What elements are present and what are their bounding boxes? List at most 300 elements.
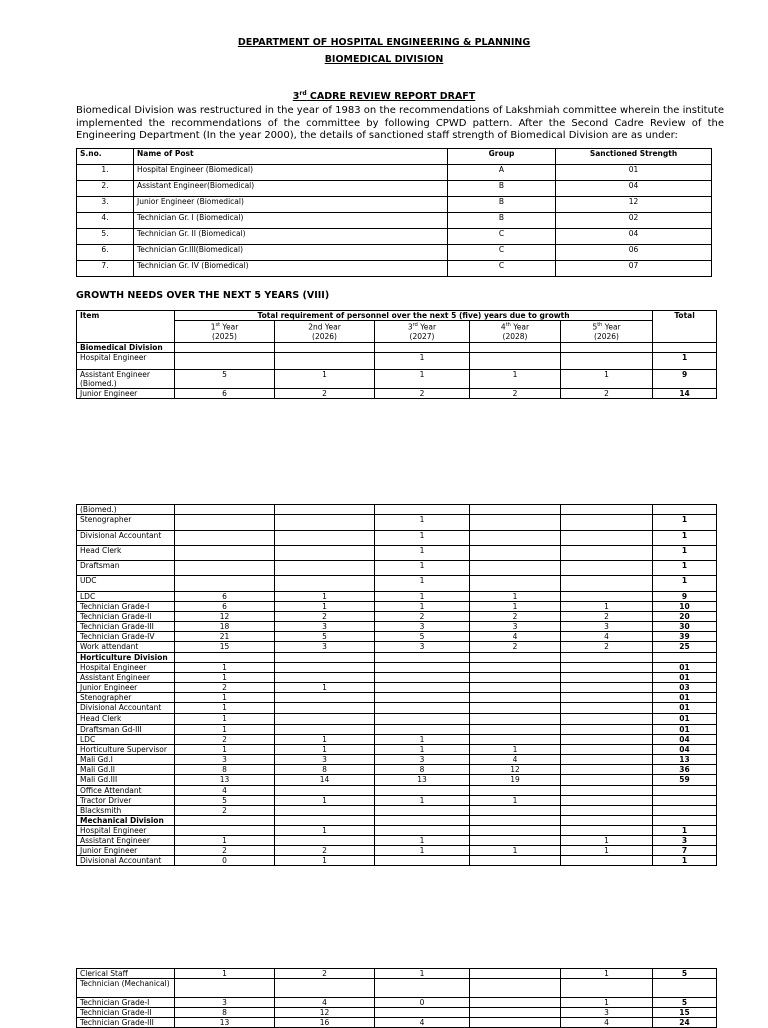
year-value-cell bbox=[275, 714, 375, 725]
total-cell: 10 bbox=[653, 602, 717, 612]
year-value-cell bbox=[375, 703, 470, 714]
year-value-cell bbox=[275, 836, 375, 846]
year-value-cell: 2 bbox=[470, 642, 561, 653]
table-row bbox=[77, 632, 717, 642]
year-value-cell bbox=[561, 826, 653, 836]
year-value-cell bbox=[561, 693, 653, 703]
year-value-cell: 2 bbox=[561, 612, 653, 622]
year-number: 3 bbox=[407, 322, 413, 332]
year-value-cell: 1 bbox=[275, 602, 375, 612]
total-cell: 9 bbox=[653, 370, 717, 389]
table-row bbox=[77, 353, 717, 370]
year-value-cell: 0 bbox=[375, 998, 470, 1008]
year-value-cell bbox=[561, 765, 653, 775]
table-row bbox=[77, 602, 717, 612]
total-cell: 01 bbox=[653, 663, 717, 673]
year-value: (2026) bbox=[594, 331, 619, 341]
year-value-cell: 1 bbox=[175, 745, 275, 755]
item-name-cell: Assistant Engineer bbox=[77, 836, 175, 846]
item-name-cell: Horticulture Supervisor bbox=[77, 745, 175, 755]
year-value-cell bbox=[275, 786, 375, 796]
year-value-cell: 5 bbox=[275, 632, 375, 642]
year-value-cell: 1 bbox=[375, 735, 470, 745]
year-value-cell: 3 bbox=[375, 622, 470, 632]
table-row bbox=[77, 725, 717, 735]
year-value-cell: 2 bbox=[175, 735, 275, 745]
item-name-cell: Assistant Engineer bbox=[77, 673, 175, 683]
year-value-cell: 1 bbox=[275, 735, 375, 745]
empty-cell bbox=[175, 653, 275, 663]
year-number: 5 bbox=[592, 322, 598, 332]
item-name-cell: Technician Grade-I bbox=[77, 998, 175, 1008]
year-value-cell bbox=[375, 505, 470, 515]
year-value-cell: 14 bbox=[275, 775, 375, 786]
year-value-cell bbox=[470, 703, 561, 714]
year-value-cell: 13 bbox=[175, 775, 275, 786]
total-cell: 01 bbox=[653, 673, 717, 683]
year-value-cell: 6 bbox=[175, 602, 275, 612]
table-row bbox=[77, 561, 717, 576]
year-value-cell bbox=[275, 725, 375, 735]
post-name-cell: Technician Gr. IV (Biomedical) bbox=[134, 261, 448, 277]
year-label: Year bbox=[510, 322, 530, 332]
sno-cell: 1. bbox=[77, 165, 134, 181]
item-name-cell: Technician Grade-III bbox=[77, 1018, 175, 1028]
table-row bbox=[77, 531, 717, 546]
year-value-cell: 5 bbox=[375, 632, 470, 642]
post-name-cell: Technician Gr.III(Biomedical) bbox=[134, 245, 448, 261]
sno-cell: 3. bbox=[77, 197, 134, 213]
year-value-cell bbox=[561, 735, 653, 745]
year-value: (2028) bbox=[502, 331, 528, 341]
year-value-cell: 1 bbox=[470, 745, 561, 755]
table-row bbox=[77, 642, 717, 653]
sno-cell: 6. bbox=[77, 245, 134, 261]
year-value-cell bbox=[561, 755, 653, 765]
year-value: (2026) bbox=[312, 331, 337, 341]
total-cell: 1 bbox=[653, 576, 717, 592]
empty-cell bbox=[375, 816, 470, 826]
year-value-cell: 2 bbox=[275, 612, 375, 622]
growth-table-body-1 bbox=[77, 343, 717, 399]
year-value-cell: 1 bbox=[275, 683, 375, 693]
total-cell: 9 bbox=[653, 592, 717, 602]
year-value-cell bbox=[470, 806, 561, 816]
year-value-cell: 5 bbox=[175, 370, 275, 389]
year-value-cell bbox=[470, 714, 561, 725]
table-row bbox=[77, 826, 717, 836]
year-number: 4 bbox=[500, 322, 506, 332]
item-name-cell: Assistant Engineer (Biomed.) bbox=[77, 370, 175, 389]
year-value-cell bbox=[470, 998, 561, 1008]
table-row bbox=[77, 592, 717, 602]
year-value-cell bbox=[561, 703, 653, 714]
year-value-cell bbox=[175, 546, 275, 561]
post-name-cell: Technician Gr. II (Biomedical) bbox=[134, 229, 448, 245]
group-cell: C bbox=[448, 261, 556, 277]
total-cell bbox=[653, 505, 717, 515]
year-value-cell bbox=[275, 703, 375, 714]
year-suffix: th bbox=[597, 322, 603, 328]
year-value-cell bbox=[561, 856, 653, 866]
year-value-cell: 1 bbox=[175, 693, 275, 703]
year-value-cell bbox=[375, 673, 470, 683]
year-value-cell bbox=[375, 725, 470, 735]
sno-cell: 5. bbox=[77, 229, 134, 245]
year-value-cell: 8 bbox=[375, 765, 470, 775]
total-cell: 59 bbox=[653, 775, 717, 786]
intro-paragraph: Biomedical Division was restructured in the year of 1983 on the recommendations of Lakshmiah committee wherein the institute implemented the recommendations of the committee by following CPWD pattern. After the Second Cadre Review of the Engineering Department (In the year 2000), the details of sanctioned staff strength of Biomedical Division are as under: bbox=[76, 105, 724, 141]
year-value-cell: 3 bbox=[175, 998, 275, 1008]
year-value-cell bbox=[375, 663, 470, 673]
year-value-cell: 2 bbox=[470, 612, 561, 622]
empty-cell bbox=[561, 653, 653, 663]
year-value-cell: 2 bbox=[275, 846, 375, 856]
year-value-cell bbox=[470, 505, 561, 515]
year-value-cell: 1 bbox=[175, 725, 275, 735]
year-value: (2027) bbox=[409, 331, 435, 341]
year-value-cell: 3 bbox=[375, 755, 470, 765]
post-name-cell: Hospital Engineer (Biomedical) bbox=[134, 165, 448, 181]
year-value-cell bbox=[561, 745, 653, 755]
table-row bbox=[77, 714, 717, 725]
table-row bbox=[77, 165, 712, 181]
year-value-cell bbox=[470, 856, 561, 866]
empty-cell bbox=[470, 343, 561, 353]
year-value-cell bbox=[375, 683, 470, 693]
empty-cell bbox=[470, 653, 561, 663]
table-row bbox=[77, 663, 717, 673]
year-value-cell: 1 bbox=[175, 969, 275, 979]
col-header-post: Name of Post bbox=[134, 149, 448, 165]
section-row bbox=[77, 343, 717, 353]
table-row bbox=[77, 979, 717, 998]
year-value-cell: 1 bbox=[470, 370, 561, 389]
table-row bbox=[77, 505, 717, 515]
year-value-cell: 3 bbox=[275, 622, 375, 632]
year-value-cell bbox=[175, 561, 275, 576]
item-name-cell: Draftsman Gd-III bbox=[77, 725, 175, 735]
year-value-cell bbox=[470, 353, 561, 370]
total-cell: 14 bbox=[653, 389, 717, 399]
table-row bbox=[77, 775, 717, 786]
total-cell: 39 bbox=[653, 632, 717, 642]
sno-cell: 2. bbox=[77, 181, 134, 197]
year-value-cell: 4 bbox=[561, 632, 653, 642]
year-value-cell bbox=[470, 531, 561, 546]
year-value-cell: 21 bbox=[175, 632, 275, 642]
year-value-cell: 1 bbox=[275, 745, 375, 755]
year-value-cell bbox=[470, 836, 561, 846]
table-row bbox=[77, 389, 717, 399]
total-cell: 20 bbox=[653, 612, 717, 622]
total-cell: 1 bbox=[653, 561, 717, 576]
table-row bbox=[77, 786, 717, 796]
total-cell: 15 bbox=[653, 1008, 717, 1018]
col-header-total: Total bbox=[653, 311, 717, 343]
table-row bbox=[77, 846, 717, 856]
total-cell: 01 bbox=[653, 714, 717, 725]
year-value-cell bbox=[175, 979, 275, 998]
item-name-cell: Stenographer bbox=[77, 693, 175, 703]
total-cell bbox=[653, 796, 717, 806]
year-value-cell bbox=[561, 979, 653, 998]
year-value-cell: 4 bbox=[175, 786, 275, 796]
item-name-cell: Technician (Mechanical) bbox=[77, 979, 175, 998]
table-row bbox=[77, 515, 717, 531]
growth-table-part3 bbox=[76, 968, 717, 1028]
year-value-cell bbox=[275, 979, 375, 998]
item-name-cell: Head Clerk bbox=[77, 714, 175, 725]
group-cell: C bbox=[448, 245, 556, 261]
year-header-2 bbox=[275, 321, 375, 343]
table-row bbox=[77, 683, 717, 693]
year-value-cell: 4 bbox=[275, 998, 375, 1008]
year-value-cell: 1 bbox=[561, 836, 653, 846]
item-name-cell: Work attendant bbox=[77, 642, 175, 653]
total-cell bbox=[653, 786, 717, 796]
item-name-cell: Office Attendant bbox=[77, 786, 175, 796]
year-value-cell bbox=[561, 806, 653, 816]
table-row bbox=[77, 755, 717, 765]
post-name-cell: Technician Gr. I (Biomedical) bbox=[134, 213, 448, 229]
year-value-cell: 2 bbox=[175, 846, 275, 856]
year-value-cell: 12 bbox=[275, 1008, 375, 1018]
item-name-cell: UDC bbox=[77, 576, 175, 592]
year-value-cell: 1 bbox=[561, 998, 653, 1008]
item-name-cell: Junior Engineer bbox=[77, 846, 175, 856]
table-row bbox=[77, 735, 717, 745]
section-row bbox=[77, 816, 717, 826]
year-value-cell: 19 bbox=[470, 775, 561, 786]
year-value-cell: 1 bbox=[561, 846, 653, 856]
year-value-cell bbox=[275, 663, 375, 673]
section-label: Mechanical Division bbox=[77, 816, 175, 826]
item-name-cell: Divisional Accountant bbox=[77, 856, 175, 866]
year-value-cell bbox=[470, 576, 561, 592]
year-value-cell bbox=[561, 786, 653, 796]
year-label: Year bbox=[220, 322, 239, 332]
year-value-cell bbox=[275, 546, 375, 561]
empty-cell bbox=[175, 816, 275, 826]
year-value-cell bbox=[561, 714, 653, 725]
col-header-group: Group bbox=[448, 149, 556, 165]
group-cell: A bbox=[448, 165, 556, 181]
total-cell: 36 bbox=[653, 765, 717, 775]
year-value-cell bbox=[275, 505, 375, 515]
strength-cell: 04 bbox=[556, 229, 712, 245]
year-value-cell: 1 bbox=[275, 370, 375, 389]
year-value-cell: 4 bbox=[561, 1018, 653, 1028]
year-value-cell: 1 bbox=[375, 576, 470, 592]
year-value-cell bbox=[375, 786, 470, 796]
year-value-cell: 1 bbox=[375, 745, 470, 755]
total-cell: 1 bbox=[653, 515, 717, 531]
year-value-cell: 3 bbox=[275, 642, 375, 653]
item-name-cell: Technician Grade-II bbox=[77, 612, 175, 622]
year-value-cell: 1 bbox=[375, 353, 470, 370]
year-value-cell: 1 bbox=[375, 846, 470, 856]
department-heading: DEPARTMENT OF HOSPITAL ENGINEERING & PLANNING bbox=[237, 37, 531, 48]
year-value-cell: 1 bbox=[375, 546, 470, 561]
section-label: Biomedical Division bbox=[77, 343, 175, 353]
year-value-cell: 13 bbox=[375, 775, 470, 786]
year-value-cell bbox=[470, 663, 561, 673]
year-value-cell bbox=[470, 979, 561, 998]
empty-cell bbox=[653, 816, 717, 826]
total-cell: 5 bbox=[653, 969, 717, 979]
table-row bbox=[77, 806, 717, 816]
item-name-cell: LDC bbox=[77, 592, 175, 602]
year-value-cell: 1 bbox=[470, 796, 561, 806]
year-value-cell bbox=[561, 353, 653, 370]
year-value-cell: 3 bbox=[470, 622, 561, 632]
year-value-cell: 2 bbox=[175, 806, 275, 816]
table-row bbox=[77, 370, 717, 389]
year-value-cell: 3 bbox=[275, 755, 375, 765]
year-value-cell: 2 bbox=[275, 969, 375, 979]
item-name-cell: Technician Grade-II bbox=[77, 1008, 175, 1018]
item-name-cell: Junior Engineer bbox=[77, 389, 175, 399]
total-cell: 3 bbox=[653, 836, 717, 846]
year-header-3 bbox=[375, 321, 470, 343]
year-value-cell bbox=[175, 515, 275, 531]
year-value-cell: 1 bbox=[175, 703, 275, 714]
year-value-cell: 1 bbox=[470, 592, 561, 602]
year-value-cell: 3 bbox=[175, 755, 275, 765]
year-value-cell: 8 bbox=[175, 765, 275, 775]
year-value-cell: 6 bbox=[175, 389, 275, 399]
empty-cell bbox=[375, 343, 470, 353]
year-value-cell bbox=[470, 515, 561, 531]
sno-cell: 7. bbox=[77, 261, 134, 277]
table-row bbox=[77, 181, 712, 197]
year-value-cell bbox=[561, 592, 653, 602]
item-name-cell: Clerical Staff bbox=[77, 969, 175, 979]
year-suffix: th bbox=[505, 322, 511, 328]
year-value-cell bbox=[375, 856, 470, 866]
year-value-cell bbox=[470, 673, 561, 683]
table-row bbox=[77, 703, 717, 714]
year-label: Year bbox=[602, 322, 621, 332]
year-value-cell: 2 bbox=[375, 389, 470, 399]
item-name-cell: Technician Grade-I bbox=[77, 602, 175, 612]
total-cell bbox=[653, 979, 717, 998]
year-value-cell: 1 bbox=[561, 370, 653, 389]
item-name-cell: Stenographer bbox=[77, 515, 175, 531]
table-row bbox=[77, 836, 717, 846]
year-value-cell bbox=[275, 693, 375, 703]
growth-section-title: GROWTH NEEDS OVER THE NEXT 5 YEARS (VIII) bbox=[76, 290, 330, 301]
year-value-cell bbox=[175, 531, 275, 546]
section-label: Horticulture Division bbox=[77, 653, 175, 663]
year-value-cell: 1 bbox=[375, 969, 470, 979]
sanctioned-table-body bbox=[77, 165, 712, 277]
year-value-cell: 2 bbox=[561, 389, 653, 399]
strength-cell: 06 bbox=[556, 245, 712, 261]
year-value-cell: 1 bbox=[375, 836, 470, 846]
table-row bbox=[77, 261, 712, 277]
year-value-cell bbox=[561, 673, 653, 683]
table-row bbox=[77, 998, 717, 1008]
year-value-cell: 8 bbox=[175, 1008, 275, 1018]
empty-cell bbox=[470, 816, 561, 826]
item-name-cell: Hospital Engineer bbox=[77, 826, 175, 836]
table-row bbox=[77, 1008, 717, 1018]
year-value-cell bbox=[375, 714, 470, 725]
report-title: 3rd CADRE REVIEW REPORT DRAFT bbox=[292, 90, 476, 103]
year-value-cell bbox=[175, 576, 275, 592]
empty-cell bbox=[653, 343, 717, 353]
year-value-cell bbox=[561, 796, 653, 806]
year-value-cell: 2 bbox=[561, 642, 653, 653]
item-name-cell: Hospital Engineer bbox=[77, 663, 175, 673]
section-row bbox=[77, 653, 717, 663]
table-row bbox=[77, 1018, 717, 1028]
total-cell: 7 bbox=[653, 846, 717, 856]
item-name-cell: Hospital Engineer bbox=[77, 353, 175, 370]
post-name-cell: Junior Engineer (Biomedical) bbox=[134, 197, 448, 213]
total-cell: 1 bbox=[653, 826, 717, 836]
year-value-cell: 2 bbox=[175, 683, 275, 693]
year-value-cell bbox=[470, 826, 561, 836]
year-value-cell: 15 bbox=[175, 642, 275, 653]
year-value-cell bbox=[470, 561, 561, 576]
year-value-cell: 0 bbox=[175, 856, 275, 866]
table-row bbox=[77, 612, 717, 622]
year-value-cell bbox=[470, 725, 561, 735]
empty-cell bbox=[275, 816, 375, 826]
total-cell: 5 bbox=[653, 998, 717, 1008]
total-cell: 01 bbox=[653, 693, 717, 703]
total-cell: 1 bbox=[653, 856, 717, 866]
year-header-5 bbox=[561, 321, 653, 343]
total-cell: 24 bbox=[653, 1018, 717, 1028]
table-row bbox=[77, 765, 717, 775]
year-value-cell bbox=[470, 1008, 561, 1018]
year-value-cell: 1 bbox=[375, 602, 470, 612]
table-row bbox=[77, 693, 717, 703]
total-cell: 25 bbox=[653, 642, 717, 653]
table-row bbox=[77, 229, 712, 245]
strength-cell: 01 bbox=[556, 165, 712, 181]
year-value-cell: 6 bbox=[175, 592, 275, 602]
year-value-cell bbox=[275, 353, 375, 370]
year-value-cell bbox=[470, 786, 561, 796]
year-value-cell: 2 bbox=[375, 612, 470, 622]
year-number: 1 bbox=[210, 322, 216, 332]
year-value-cell: 1 bbox=[375, 515, 470, 531]
year-value-cell: 1 bbox=[375, 592, 470, 602]
year-value-cell: 1 bbox=[175, 673, 275, 683]
year-value-cell: 1 bbox=[175, 714, 275, 725]
year-value-cell: 3 bbox=[375, 642, 470, 653]
year-value-cell bbox=[275, 673, 375, 683]
year-value-cell bbox=[275, 806, 375, 816]
year-value-cell: 1 bbox=[375, 796, 470, 806]
division-heading: BIOMEDICAL DIVISION bbox=[324, 54, 444, 65]
table-row bbox=[77, 197, 712, 213]
year-header-1 bbox=[175, 321, 275, 343]
year-value-cell: 13 bbox=[175, 1018, 275, 1028]
year-value-cell: 18 bbox=[175, 622, 275, 632]
year-value-cell bbox=[375, 806, 470, 816]
year-value-cell bbox=[561, 505, 653, 515]
table-row bbox=[77, 576, 717, 592]
year-value-cell: 12 bbox=[470, 765, 561, 775]
growth-table-part2 bbox=[76, 504, 717, 866]
item-name-cell: Tractor Driver bbox=[77, 796, 175, 806]
